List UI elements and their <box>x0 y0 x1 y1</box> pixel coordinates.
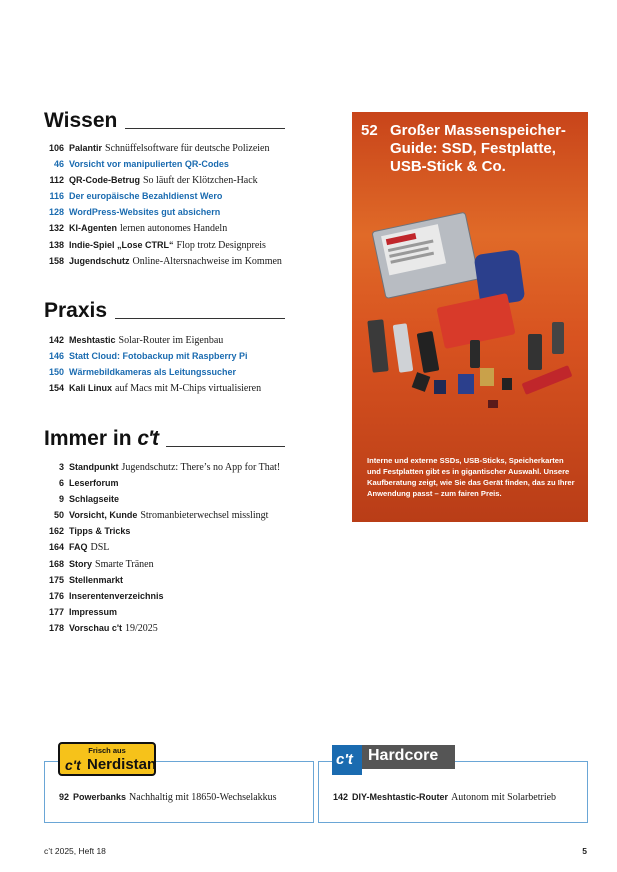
feature-teaser[interactable] <box>352 112 588 522</box>
entry-keyword: Tipps & Tricks <box>69 526 131 537</box>
page-number: 3 <box>58 462 64 472</box>
section-title: Praxis <box>44 299 108 322</box>
page-number: 146 <box>48 351 64 362</box>
page-number: 177 <box>48 606 64 617</box>
item-description: Autonom mit Solarbetrieb <box>451 792 557 803</box>
entry-description: DSL <box>90 542 110 554</box>
entry-description: 19/2025 <box>125 622 158 634</box>
page-number: 150 <box>48 367 64 378</box>
toc-entry[interactable] <box>44 172 304 188</box>
hardcore-label <box>362 745 455 769</box>
page-number: 9 <box>58 494 64 505</box>
entry-keyword: Meshtastic <box>69 335 116 345</box>
entry-keyword: Vorsicht, Kunde <box>69 510 138 521</box>
toc-entry[interactable] <box>44 475 304 491</box>
entry-keyword: Wärmebildkameras als Leitungssucher <box>69 367 237 378</box>
page-number: 176 <box>48 590 64 601</box>
page-number: 112 <box>49 175 64 186</box>
issue-info: c’t 2025, Heft 18 <box>44 846 106 856</box>
entry-description: Jugendschutz: There’s no App for That! <box>121 462 281 473</box>
page-number: 106 <box>48 143 64 153</box>
hardcore-item[interactable] <box>333 789 556 806</box>
ct-logo <box>332 745 362 775</box>
entry-keyword: FAQ <box>69 542 88 553</box>
toc-entry[interactable] <box>44 523 304 539</box>
page-number: 138 <box>48 239 64 250</box>
entry-description: Stromanbieterwechsel misslingt <box>140 510 269 522</box>
toc-entry[interactable] <box>44 140 304 156</box>
item-keyword: DIY-Meshtastic-Router <box>352 792 449 802</box>
page-number: 158 <box>48 255 64 266</box>
page-number: 154 <box>48 383 64 394</box>
entry-description: Schnüffelsoftware für deutsche Polizeien <box>105 143 270 154</box>
entry-keyword: Impressum <box>69 606 118 617</box>
toc-entry[interactable] <box>44 237 304 253</box>
entry-keyword: QR-Code-Betrug <box>69 175 140 186</box>
page-number: 46 <box>53 159 64 170</box>
toc-entry[interactable] <box>44 332 304 348</box>
ct-logo: c't <box>65 757 81 773</box>
section-rule <box>125 128 285 129</box>
toc-list-wissen <box>44 140 304 269</box>
entry-description: auf Macs mit M-Chips virtualisieren <box>115 383 262 395</box>
page-number-footer: 5 <box>582 846 587 856</box>
section-header-wissen <box>44 110 285 132</box>
page-number: 116 <box>49 191 64 202</box>
toc-entry[interactable] <box>44 588 304 604</box>
entry-keyword: Vorsicht vor manipulierten QR-Codes <box>69 159 229 170</box>
toc-entry[interactable] <box>44 539 304 555</box>
feature-description: Interne und externe SSDs, USB-Sticks, Speicherkarten und Festplatten gibt es in gigantischer Auswahl. Unsere Kaufberatung zeigt, wie Sie das Gerät finden, das zu Ihrer Anwendung passt – zum fairen Preis. <box>367 456 575 498</box>
toc-entry[interactable] <box>44 253 304 269</box>
entry-keyword: Vorschau c't <box>69 622 122 633</box>
page-number: 92 <box>59 792 70 802</box>
entry-keyword: Story <box>69 558 93 569</box>
toc-entry[interactable] <box>44 620 304 636</box>
section-header-immer <box>44 428 285 450</box>
toc-entry[interactable] <box>44 364 304 380</box>
toc-entry[interactable] <box>44 220 304 236</box>
entry-keyword: Indie-Spiel „Lose CTRL“ <box>69 239 174 250</box>
toc-entry[interactable] <box>44 188 304 204</box>
toc-entry[interactable] <box>44 604 304 620</box>
section-title: Wissen <box>44 109 118 132</box>
entry-keyword: Stellenmarkt <box>69 574 124 585</box>
page-number: 132 <box>48 223 64 234</box>
entry-keyword: Leserforum <box>69 478 119 489</box>
toc-entry[interactable] <box>44 491 304 507</box>
section-title <box>44 428 158 450</box>
feature-page-number: 52 <box>361 122 378 139</box>
item-keyword: Powerbanks <box>73 792 127 802</box>
section-rule <box>115 318 285 319</box>
entry-keyword: WordPress-Websites gut absichern <box>69 207 221 218</box>
page-number: 128 <box>48 207 64 218</box>
entry-keyword: Schlagseite <box>69 494 120 505</box>
hardcore-label-text: Hardcore <box>368 747 439 764</box>
page-number: 178 <box>48 622 64 633</box>
entry-keyword: KI-Agenten <box>69 223 117 234</box>
page-number: 168 <box>48 558 64 569</box>
toc-list-immer <box>44 459 304 636</box>
entry-description: Flop trotz Designpreis <box>176 239 266 251</box>
section-rule <box>166 446 285 447</box>
entry-description: So läuft der Klötzchen-Hack <box>143 175 258 187</box>
entry-keyword: Statt Cloud: Fotobackup mit Raspberry Pi <box>69 351 248 362</box>
entry-keyword: Standpunkt <box>69 462 119 472</box>
nerdistan-badge <box>58 742 156 776</box>
entry-description: lernen autonomes Handeln <box>120 223 228 235</box>
page-number: 175 <box>48 574 64 585</box>
badge-top-text: Frisch aus <box>88 746 126 755</box>
toc-entry[interactable] <box>44 459 304 475</box>
item-description: Nachhaltig mit 18650-Wechselakkus <box>129 792 277 803</box>
page-number: 50 <box>53 510 64 521</box>
entry-keyword: Kali Linux <box>69 383 113 394</box>
toc-entry[interactable] <box>44 204 304 220</box>
ct-logo: c't <box>137 427 159 450</box>
entry-keyword: Jugendschutz <box>69 255 130 266</box>
toc-entry[interactable] <box>44 156 304 172</box>
toc-entry[interactable] <box>44 556 304 572</box>
section-title-prefix: Immer in <box>44 427 132 450</box>
toc-entry[interactable] <box>44 507 304 523</box>
badge-name: Nerdistan <box>87 756 157 773</box>
entry-description: Smarte Tränen <box>95 558 154 570</box>
toc-entry[interactable] <box>44 572 304 588</box>
entry-description: Solar-Router im Eigenbau <box>118 335 224 346</box>
nerdistan-item[interactable] <box>59 789 277 806</box>
page-number: 162 <box>48 526 64 537</box>
entry-description: Online-Altersnachweise im Kommen <box>132 255 282 267</box>
section-header-praxis <box>44 300 285 322</box>
toc-entry[interactable] <box>44 348 304 364</box>
ct-logo-text: c't <box>336 751 353 768</box>
page-number: 6 <box>58 478 64 489</box>
entry-keyword: Der europäische Bezahldienst Wero <box>69 191 223 202</box>
page-number: 164 <box>48 542 64 553</box>
toc-entry[interactable] <box>44 380 304 396</box>
entry-keyword: Inserentenverzeichnis <box>69 590 164 601</box>
page-number: 142 <box>333 792 349 802</box>
feature-title: Großer Massenspeicher-Guide: SSD, Festplatte, USB-Stick & Co. <box>390 122 566 175</box>
entry-keyword: Palantir <box>69 143 103 153</box>
toc-list-praxis <box>44 332 304 396</box>
page-number: 142 <box>48 335 64 345</box>
